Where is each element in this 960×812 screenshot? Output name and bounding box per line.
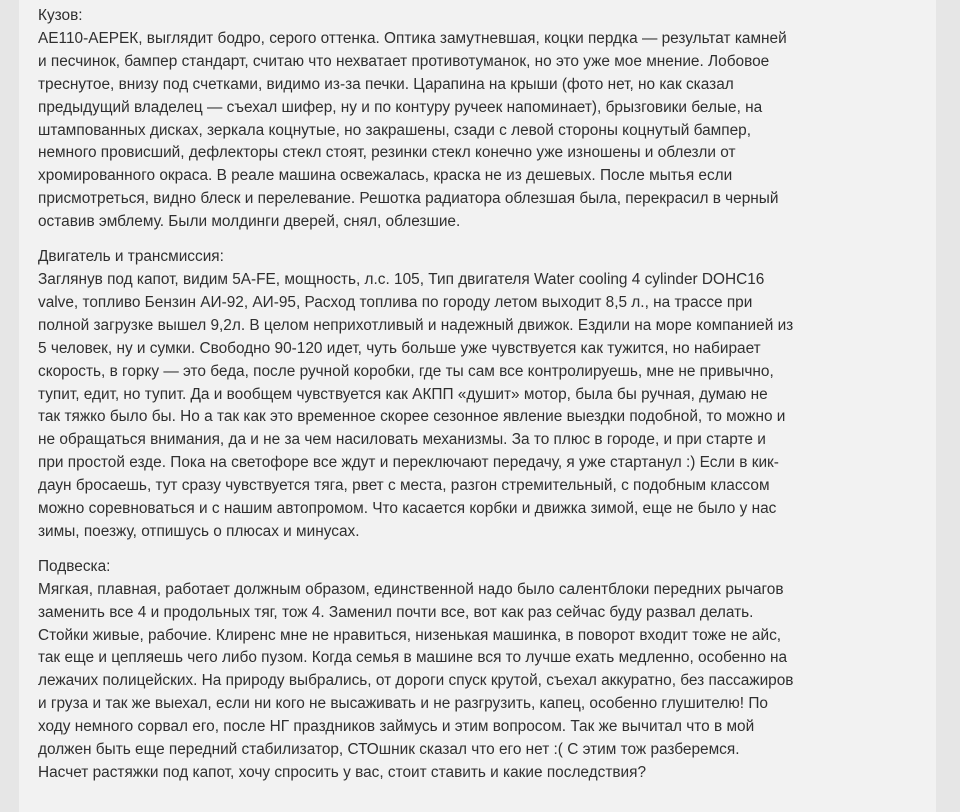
section-heading-suspension: Подвеска:	[38, 557, 111, 575]
section-body	[38, 5, 918, 234]
article-content	[38, 5, 918, 797]
paragraph-line: тупит, едит, но тупит. Да и вообщем чувствуется как АКПП «душит» мотор, была бы ручная, думаю не	[38, 385, 768, 403]
paragraph-line: Насчет растяжки под капот, хочу спросить у вас, стоит ставить и какие последствия?	[38, 764, 647, 781]
paragraph-line: зимы, поезжу, отпишусь о плюсах и минусах.	[38, 522, 360, 540]
paragraph-line: valve, топливо Бензин АИ-92, АИ-95, Расход топлива по городу летом выходит 8,5 л., на трассе при	[38, 293, 753, 311]
paragraph-line: и песчинок, бампер стандарт, считаю что нехватает противотуманок, но это уже мое мнение. Лобовое	[38, 52, 770, 70]
article-page	[19, 0, 936, 812]
paragraph-line: 5 человек, ну и сумки. Свободно 90-120 идет, чуть больше уже чувствуется как тужится, но набирает	[38, 339, 761, 357]
paragraph-line: должен быть еще передний стабилизатор, СТОшник сказал что его нет :( С этим тож разберемся.	[38, 741, 740, 759]
paragraph-line: штампованных дисках, зеркала коцнутые, но закрашены, сзади с левой стороны коцнутый бампер,	[38, 121, 751, 139]
paragraph-line: лежачих полицейских. На природу выбрались, от дороги спуск крутой, съехал аккуратно, без пассажиров	[38, 672, 794, 690]
paragraph-line: и груза и так же выехал, если ни кого не высаживать и не разгрузить, капец, особенно глушителю! По	[38, 695, 768, 713]
paragraph-line: Мягкая, плавная, работает должным образом, единственной надо было салентблоки передних рычагов	[38, 580, 784, 598]
paragraph-line: скорость, в горку — это беда, после ручной коробки, где ты сам все контролируешь, мне не привычно,	[38, 362, 774, 380]
paragraph-line: ходу немного сорвал его, после НГ праздников займусь и этим вопросом. Так же вычитал что в мой	[38, 718, 755, 736]
paragraph-line: при простой езде. Пока на светофоре все ждут и переключают передачу, я уже стартанул :) Если в кик-	[38, 454, 779, 472]
paragraph-line: хромированного окраса. В реале машина освежалась, краска не из дешевых. После мытья если	[38, 167, 733, 185]
paragraph-line: можно соревноваться и с нашим автопромом. Что касается корбки и движка зимой, еще не было у нас	[38, 500, 777, 518]
paragraph-line: присмотреться, видно блеск и перелевание. Решотка радиатора облезшая была, перекрасил в черный	[38, 190, 779, 208]
paragraph-line: немного провисший, дефлекторы стекл стоят, резинки стекл конечно уже изношены и облезли от	[38, 144, 736, 162]
paragraph-line: предыдущий владелец — съехал шифер, ну и по контуру ручеек напоминает), брызговики белые, на	[38, 98, 763, 116]
paragraph-line: оставив эмблему. Были молдинги дверей, снял, облезшие.	[38, 213, 461, 231]
section-suspension	[38, 556, 918, 785]
paragraph-line: заменить все 4 и продольных тяг, тож 4. Заменил почти все, вот как раз сейчас буду развал делать.	[38, 603, 754, 621]
paragraph-line: треснутое, внизу под счетками, видимо из-за печки. Царапина на крыши (фото нет, но как сказал	[38, 75, 734, 93]
paragraph-line: не обращаться внимания, да и не за чем насиловать механизмы. За то плюс в городе, и при старте и	[38, 431, 766, 449]
paragraph-line: полной загрузке вышел 9,2л. В целом неприхотливый и надежный движок. Ездили на море компанией из	[38, 316, 794, 334]
paragraph-line: так еще и цепляешь чего либо пузом. Когда семья в машине вся то лучше ехать медленно, особенно на	[38, 649, 788, 667]
paragraph-line: так тяжко было бы. Но а так как это временное скорее сезонное явление выездки подобной, то можно и	[38, 408, 786, 426]
paragraph-line: Заглянув под капот, видим 5A-FE, мощность, л.с. 105, Тип двигателя Water cooling 4 cylinder DOHC16	[38, 270, 765, 288]
paragraph-line: АЕ110-АЕРЕК, выглядит бодро, серого оттенка. Оптика замутневшая, коцки пердка — результат камней	[38, 29, 787, 47]
section-heading-body: Кузов:	[38, 7, 83, 24]
paragraph-line: даун бросаешь, тут сразу чувствуется тяга, рвет с места, разгон стремительный, с подобным классом	[38, 477, 770, 495]
section-heading-engine: Двигатель и трансмиссия:	[38, 248, 224, 266]
section-engine	[38, 246, 918, 544]
paragraph-line: Стойки живые, рабочие. Клиренс мне не нравиться, низенькая машинка, в поворот входит тоже не айс,	[38, 626, 782, 644]
